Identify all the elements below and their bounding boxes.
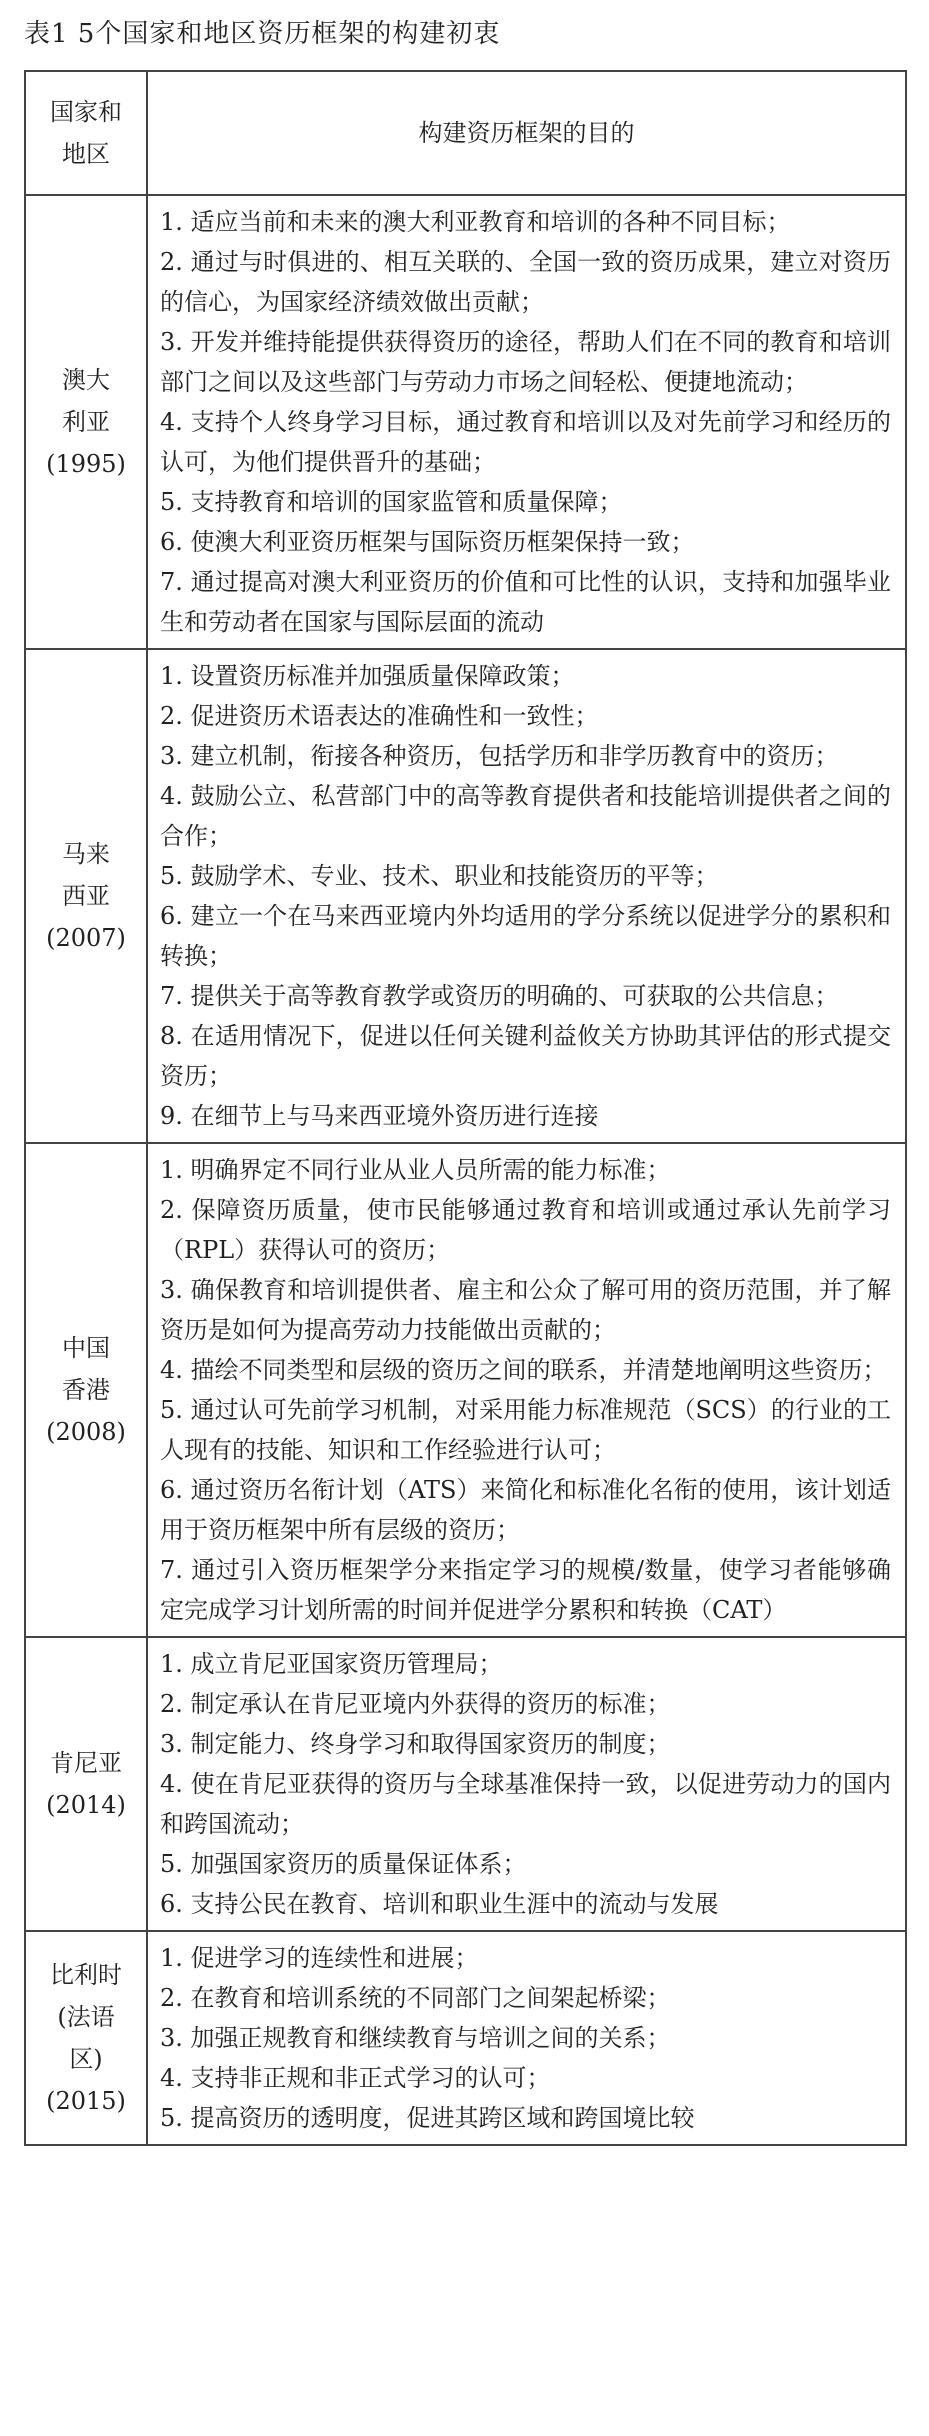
goal-item: 6. 支持公民在教育、培训和职业生涯中的流动与发展: [160, 1890, 719, 1918]
goal-item: 1. 明确界定不同行业从业人员所需的能力标准；: [160, 1156, 671, 1184]
region-name-line: (2015): [46, 2087, 126, 2115]
goal-item: 6. 通过资历名衔计划（ATS）来简化和标准化名衔的使用，该计划适用于资历框架中所有层级的资历；: [160, 1476, 891, 1544]
goal-item: 2. 促进资历术语表达的准确性和一致性；: [160, 702, 599, 730]
region-name-line: 西亚: [62, 882, 110, 910]
region-cell: [25, 195, 147, 649]
region-name-line: 马来: [62, 840, 110, 868]
region-name-line: (法语: [57, 2003, 115, 2031]
goal-item: 5. 支持教育和培训的国家监管和质量保障；: [160, 488, 623, 516]
table-row: [25, 649, 906, 1143]
region-name-line: 肯尼亚: [50, 1749, 122, 1777]
goal-item: 3. 制定能力、终身学习和取得国家资历的制度；: [160, 1730, 671, 1758]
goal-item: 7. 通过提高对澳大利亚资历的价值和可比性的认识，支持和加强毕业生和劳动者在国家与国际层面的流动: [160, 568, 891, 636]
goal-item: 4. 鼓励公立、私营部门中的高等教育提供者和技能培训提供者之间的合作；: [160, 782, 891, 850]
header-purpose: 构建资历框架的目的: [147, 71, 906, 195]
goal-item: 2. 通过与时俱进的、相互关联的、全国一致的资历成果，建立对资历的信心，为国家经济绩效做出贡献；: [160, 248, 891, 316]
region-name-line: 香港: [62, 1376, 110, 1404]
qualifications-framework-table: [24, 70, 907, 2146]
goal-item: 7. 通过引入资历框架学分来指定学习的规模/数量，使学习者能够确定完成学习计划所需的时间并促进学分累积和转换（CAT）: [160, 1556, 891, 1624]
goal-item: 8. 在适用情况下，促进以任何关键利益攸关方协助其评估的形式提交资历；: [160, 1022, 891, 1090]
goal-item: 4. 描绘不同类型和层级的资历之间的联系，并清楚地阐明这些资历；: [160, 1356, 887, 1384]
region-name-line: 澳大: [62, 366, 110, 394]
goal-item: 5. 提高资历的透明度，促进其跨区域和跨国境比较: [160, 2104, 695, 2132]
goal-item: 2. 在教育和培训系统的不同部门之间架起桥梁；: [160, 1984, 671, 2012]
goal-item: 9. 在细节上与马来西亚境外资历进行连接: [160, 1102, 599, 1130]
region-name-line: 中国: [62, 1334, 110, 1362]
region-name-line: 区): [69, 2045, 103, 2073]
header-region-line: 国家和: [50, 98, 122, 126]
table-row: [25, 195, 906, 649]
goal-item: 3. 开发并维持能提供获得资历的途径，帮助人们在不同的教育和培训部门之间以及这些部门与劳动力市场之间轻松、便捷地流动；: [160, 328, 891, 396]
goal-item: 6. 使澳大利亚资历框架与国际资历框架保持一致；: [160, 528, 695, 556]
region-name-line: (2014): [46, 1791, 126, 1819]
goal-item: 2. 制定承认在肯尼亚境内外获得的资历的标准；: [160, 1690, 671, 1718]
table-row: [25, 1931, 906, 2145]
table-caption: 表1 5个国家和地区资历框架的构建初衷: [24, 19, 501, 49]
region-name-line: 比利时: [50, 1961, 122, 1989]
header-region-line: 地区: [62, 140, 110, 168]
goals-cell: [147, 1637, 906, 1931]
goal-item: 3. 建立机制，衔接各种资历，包括学历和非学历教育中的资历；: [160, 742, 839, 770]
goal-item: 5. 鼓励学术、专业、技术、职业和技能资历的平等；: [160, 862, 719, 890]
region-cell: [25, 649, 147, 1143]
region-cell: [25, 1637, 147, 1931]
goal-item: 4. 支持个人终身学习目标，通过教育和培训以及对先前学习和经历的认可，为他们提供晋升的基础；: [160, 408, 891, 476]
goal-item: 4. 使在肯尼亚获得的资历与全球基准保持一致，以促进劳动力的国内和跨国流动；: [160, 1770, 891, 1838]
region-name-line: 利亚: [62, 408, 110, 436]
goal-item: 5. 通过认可先前学习机制，对采用能力标准规范（SCS）的行业的工人现有的技能、知识和工作经验进行认可；: [160, 1396, 891, 1464]
goals-cell: [147, 649, 906, 1143]
goal-item: 6. 建立一个在马来西亚境内外均适用的学分系统以促进学分的累积和转换；: [160, 902, 891, 970]
table-row: [25, 1637, 906, 1931]
table-header-row: [25, 71, 906, 195]
goals-cell: [147, 1143, 906, 1637]
goal-item: 7. 提供关于高等教育教学或资历的明确的、可获取的公共信息；: [160, 982, 839, 1010]
goals-cell: [147, 1931, 906, 2145]
goal-item: 4. 支持非正规和非正式学习的认可；: [160, 2064, 551, 2092]
region-name-line: (2007): [46, 924, 126, 952]
region-name-line: (2008): [46, 1418, 126, 1446]
header-region: [25, 71, 147, 195]
region-cell: [25, 1143, 147, 1637]
goal-item: 1. 成立肯尼亚国家资历管理局；: [160, 1650, 503, 1678]
goal-item: 5. 加强国家资历的质量保证体系；: [160, 1850, 527, 1878]
region-cell: [25, 1931, 147, 2145]
goal-item: 2. 保障资历质量，使市民能够通过教育和培训或通过承认先前学习（RPL）获得认可的资历；: [160, 1196, 891, 1264]
goals-cell: [147, 195, 906, 649]
region-name-line: (1995): [46, 450, 126, 478]
table-row: [25, 1143, 906, 1637]
goal-item: 1. 设置资历标准并加强质量保障政策；: [160, 662, 575, 690]
goal-item: 3. 加强正规教育和继续教育与培训之间的关系；: [160, 2024, 671, 2052]
goal-item: 1. 促进学习的连续性和进展；: [160, 1944, 479, 1972]
goal-item: 3. 确保教育和培训提供者、雇主和公众了解可用的资历范围，并了解资历是如何为提高劳动力技能做出贡献的；: [160, 1276, 891, 1344]
goal-item: 1. 适应当前和未来的澳大利亚教育和培训的各种不同目标；: [160, 208, 791, 236]
